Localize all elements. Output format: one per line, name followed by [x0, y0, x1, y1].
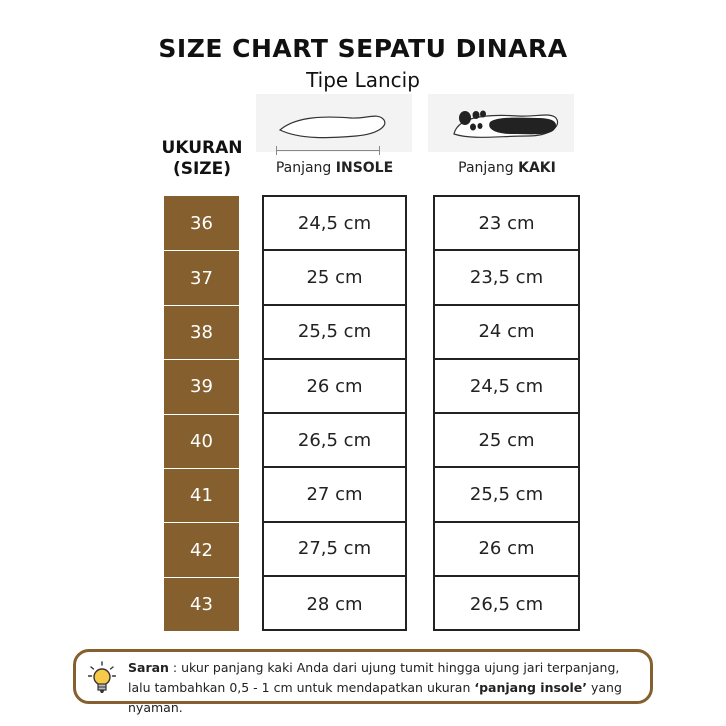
size-column-header: UKURAN (SIZE) [161, 138, 243, 179]
insole-cell: 26 cm [264, 360, 405, 414]
insole-header-bold: INSOLE [335, 160, 394, 176]
tip-note [73, 649, 653, 715]
foot-cell: 24 cm [435, 306, 578, 360]
insole-cell: 25,5 cm [264, 306, 405, 360]
page-subtitle: Tipe Lancip [306, 68, 420, 92]
insole-cell: 27,5 cm [264, 523, 405, 577]
foot-cell: 23,5 cm [435, 251, 578, 305]
insole-column [262, 195, 407, 631]
size-cell: 39 [164, 359, 239, 413]
size-cell: 36 [164, 196, 239, 250]
shoe-insole-icon [256, 94, 412, 152]
foot-cell: 25,5 cm [435, 468, 578, 522]
footprint-icon [428, 94, 574, 152]
size-cell: 40 [164, 414, 239, 468]
foot-cell: 23 cm [435, 197, 578, 251]
size-cell: 37 [164, 250, 239, 304]
lightbulb-icon [88, 661, 116, 695]
size-cell: 42 [164, 522, 239, 576]
insole-cell: 25 cm [264, 251, 405, 305]
size-cell: 38 [164, 305, 239, 359]
size-cell: 41 [164, 468, 239, 522]
page-title: SIZE CHART SEPATU DINARA [158, 34, 568, 63]
insole-cell: 26,5 cm [264, 414, 405, 468]
size-cell: 43 [164, 577, 239, 631]
tip-body-2: yang nyaman. [128, 680, 622, 715]
insole-cell: 27 cm [264, 468, 405, 522]
foot-header-prefix: Panjang [458, 160, 519, 176]
insole-cell: 24,5 cm [264, 197, 405, 251]
foot-cell: 26,5 cm [469, 593, 544, 615]
size-column [164, 196, 239, 631]
foot-cell: 26 cm [435, 523, 578, 577]
insole-measure-line [276, 150, 380, 151]
foot-cell: 25 cm [435, 414, 578, 468]
foot-cell: 24,5 cm [435, 360, 578, 414]
foot-header-bold: KAKI [518, 160, 556, 176]
foot-column [433, 195, 580, 631]
tip-label: Saran [128, 660, 169, 675]
foot-column-header [434, 160, 580, 176]
tip-emphasis: ‘panjang insole’ [474, 680, 588, 695]
insole-column-header [262, 160, 407, 176]
insole-cell: 28 cm [306, 593, 363, 615]
insole-header-prefix: Panjang [275, 160, 336, 176]
tip-text [128, 658, 640, 718]
tip-body-1: : ukur panjang kaki Anda dari ujung tumit hingga ujung jari terpanjang, lalu tambahkan 0,5 - 1 cm untuk mendapatkan ukuran [128, 660, 620, 695]
